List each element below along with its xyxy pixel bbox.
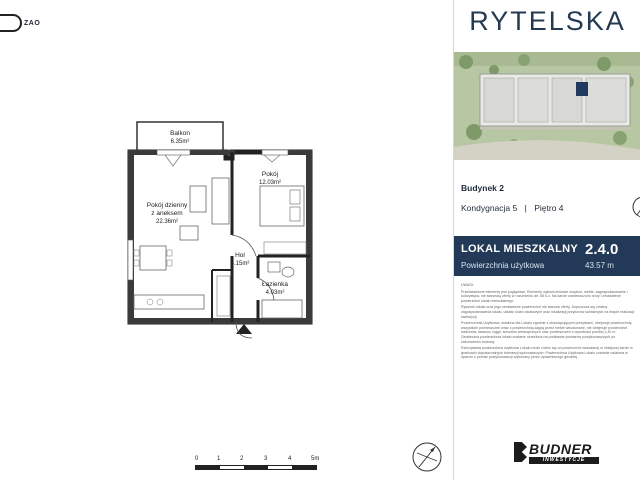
architect-logo-text: ZAO	[24, 19, 41, 27]
room-label-balkon: Balkon 6.35m²	[170, 130, 190, 145]
building-label: Budynek 2	[461, 183, 504, 193]
floor-separator: |	[524, 203, 527, 213]
developer-name: BUDNER	[529, 441, 592, 457]
info-panel	[453, 0, 640, 480]
highlighted-unit	[576, 82, 588, 96]
sofa	[212, 178, 229, 224]
fine-print-paragraph: Rzeczywista powierzchnia użytkowa Lokalu może różnić się od powierzchni wskazanej w niniejszej karcie w granicach dopuszczalnych tolerancji wykonawczych. Powierzchnia Użytkowa Lokalu zostanie ustalona w oparciu o pomiar powykonawczy wykonany przez uprawnionego geodetę.	[461, 346, 633, 360]
bathtub	[262, 300, 302, 318]
scale-bar: 0 1 2 3 4 5m	[195, 456, 325, 476]
unit-header	[454, 236, 640, 276]
kondygnacja-label: Kondygnacja 5	[461, 203, 518, 213]
room-label-pokoj: Pokój 12.03m²	[258, 171, 281, 186]
unit-number: 2.4.0	[585, 241, 619, 258]
kitchen-counter	[134, 295, 204, 309]
room-label-hol: Hol 5.15m²	[230, 252, 250, 267]
compass-icon	[410, 440, 444, 474]
room-label-pokoj-dzienny: Pokój dzienny z aneksem 22.36m²	[146, 202, 188, 225]
project-title: RYTELSKA	[469, 6, 626, 36]
dining-table	[140, 246, 166, 270]
developer-logo-icon	[514, 442, 527, 462]
unit-type-label: LOKAL MIESZKALNY	[461, 243, 579, 255]
usable-area-value: 43.57 m	[585, 261, 614, 270]
fine-print-paragraph: Przedstawione elementy jest poglądowe. Elementy wykończeniowe wnętrza, meble, zagospodarowanie i kolorystyka, nie stanowią oferty w rozumieniu art. 66 k.c. Na karcie zamieszczono rzuty i zestawienie powierzchni lokalu mieszkalnego.	[461, 289, 628, 303]
developer-logo	[514, 441, 602, 465]
floor-info	[461, 203, 564, 213]
scale-bar-graphic	[195, 465, 317, 470]
developer-subtitle: INWESTYCJE	[529, 457, 599, 464]
north-arrow-icon	[631, 194, 640, 220]
fine-print-paragraph: Powierzchnia Użytkowa: ustalona dla Lokalu zgodnie z obowiązującymi przepisami, obejmuje powierzchnię wszystkich pomieszczeń wraz z powierzchnią zajętą przez meble wbudowane, nie obejmuje powierzchni balkonów, tarasów, loggii, schodów wewnętrznych oraz pomieszczeń o wysokości poniżej 1,40 m. Ostateczna powierzchnia lokalu zostanie określona na podstawie pomiarów powykonawczych po zakończeniu budowy.	[461, 321, 632, 344]
room-label-lazienka: Łazienka 4.03m²	[261, 281, 289, 296]
usable-area-label: Powierzchnia użytkowa	[461, 261, 545, 270]
pietro-label: Piętro 4	[534, 203, 564, 213]
site-plan-map	[454, 52, 640, 160]
fine-print-paragraph: Rysunek lokalu oraz jego zestawienie powierzchni nie stanowi oferty. Dopuszcza się zmiany zagospodarowania lokalu, układu ścian działowych oraz lokalizacji przyborów sanitarnych na etapie realizacji inwestycji.	[461, 305, 635, 319]
fine-print-heading: UWAGI:	[461, 283, 475, 287]
fine-print-notes	[461, 283, 635, 433]
